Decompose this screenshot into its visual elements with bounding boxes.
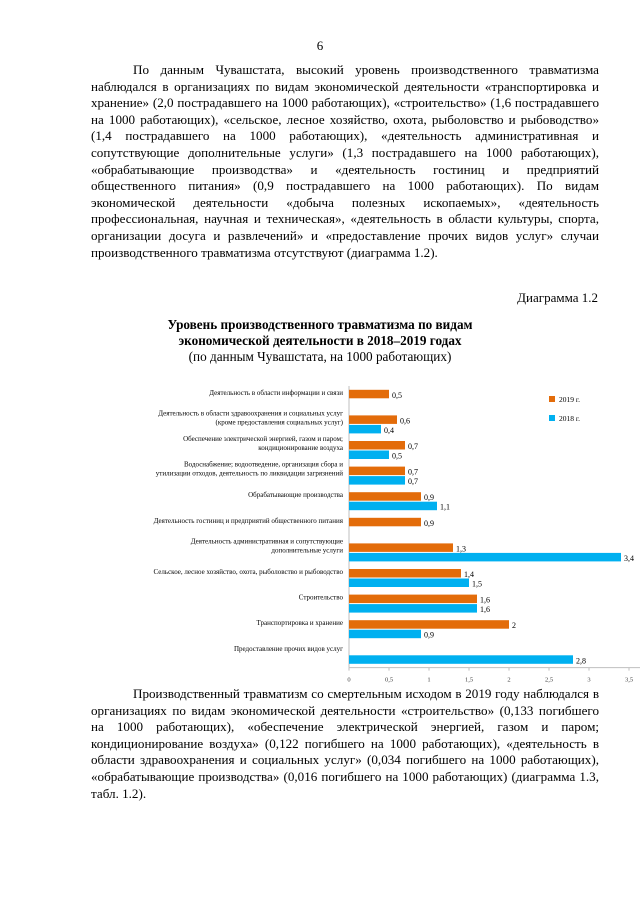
legend-label-2019: 2019 г. bbox=[559, 395, 580, 404]
page-number: 6 bbox=[316, 38, 324, 53]
category-label: дополнительные услуги bbox=[271, 546, 343, 555]
data-label-2018: 3,4 bbox=[624, 553, 634, 563]
x-tick-label: 2,5 bbox=[544, 676, 554, 684]
x-tick-label: 3 bbox=[587, 676, 591, 684]
category-label: Деятельность административная и сопутствующие bbox=[190, 537, 343, 546]
x-tick-label: 3,5 bbox=[624, 676, 634, 684]
bar-2019 bbox=[349, 492, 421, 501]
data-label-2018: 1,5 bbox=[472, 579, 482, 589]
bar-2019 bbox=[349, 467, 405, 476]
data-label-2019: 1,4 bbox=[464, 570, 474, 579]
legend-swatch-2018 bbox=[549, 415, 555, 421]
bar-2019 bbox=[349, 390, 389, 399]
category-label: Обрабатывающие производства bbox=[248, 491, 343, 500]
bar-2019 bbox=[349, 543, 453, 552]
bar-2018 bbox=[349, 630, 421, 639]
data-label-2018: 0,5 bbox=[392, 451, 402, 461]
data-label-2018: 2,8 bbox=[576, 656, 586, 666]
category-label: кондиционирование воздуха bbox=[258, 444, 343, 452]
bar-2019 bbox=[349, 415, 397, 424]
bar-2018 bbox=[349, 604, 477, 613]
bar-2019 bbox=[349, 620, 509, 629]
category-label: Обеспечение электрической энергией, газом и паром; bbox=[183, 435, 343, 443]
category-label: Сельское, лесное хозяйство, охота, рыболовство и рыбоводство bbox=[153, 568, 343, 576]
bar-2018 bbox=[349, 579, 469, 588]
data-label-2018: 0,9 bbox=[424, 630, 434, 640]
data-label-2019: 2 bbox=[512, 621, 516, 631]
data-label-2019: 1,6 bbox=[480, 595, 490, 605]
paragraph-injury-rate: По данным Чувашстата, высокий уровень производственного травматизма наблюдался в организациях по видам экономической деятельности «транспортировка и хранение» (2,0 пострадавшего на 1000 работающих), «строительство» (1,6 пострадавшего на 1000 работающих), «сельское, лесное хозяйство, охота, рыболовство и рыбоводство» (1,4 пострадавшего на 1000 работающих), «деятельность административная и сопутствующие дополнительные услуги» (1,3 пострадавшего на 1000 работающих), «обрабатывающие производства» и «деятельность гостиниц и предприятий общественного питания» (0,9 пострадавшего на 1000 работающих). По видам экономической деятельности «добыча полезных ископаемых», «деятельность профессиональная, научная и техническая», «деятельность в области культуры, спорта, организации досуга и развлечений» и «предоставление прочих видов услуг» случаи производственного травматизма отсутствуют (диаграмма 1.2). bbox=[91, 62, 599, 260]
bar-2019 bbox=[349, 518, 421, 527]
data-label-2019: 0,7 bbox=[408, 442, 418, 451]
category-label: утилизации отходов, деятельность по ликвидации загрязнений bbox=[155, 469, 343, 478]
bar-chart bbox=[60, 380, 634, 685]
category-label: Транспортировка и хранение bbox=[256, 619, 343, 628]
category-label: Водоснабжение; водоотведение, организация сбора и bbox=[184, 460, 343, 469]
category-label: Деятельность гостиниц и предприятий общественного питания bbox=[153, 516, 343, 525]
bar-2019 bbox=[349, 595, 477, 604]
paragraph-fatal-injuries: Производственный травматизм со смертельным исходом в 2019 году наблюдался в организациях по видам экономической деятельности «строительство» (0,133 погибшего на 1000 работающих), «обеспечение электрической энергией, газом и паром; кондиционирование воздуха» (0,122 погибшего на 1000 работающих), «деятельность в области здравоохранения и социальных услуг» (0,034 погибшего на 1000 работающих), «обрабатывающие производства» (0,016 погибшего на 1000 работающих) (диаграмма 1.3, табл. 1.2). bbox=[91, 686, 599, 801]
x-tick-label: 1 bbox=[427, 676, 431, 684]
chart-subtitle: (по данным Чувашстата, на 1000 работающих) bbox=[188, 349, 452, 364]
data-label-2018: 1,6 bbox=[480, 605, 490, 615]
data-label-2018: 0,4 bbox=[384, 425, 394, 435]
x-tick-label: 0,5 bbox=[384, 676, 394, 684]
data-label-2018: 1,1 bbox=[440, 502, 450, 512]
bar-2019 bbox=[349, 569, 461, 578]
bar-2018 bbox=[349, 553, 621, 562]
category-label: Деятельность в области информации и связи bbox=[209, 388, 343, 397]
bar-2018 bbox=[349, 476, 405, 485]
category-label: Деятельность в области здравоохранения и социальных услуг bbox=[158, 409, 343, 418]
data-label-2019: 1,3 bbox=[456, 544, 466, 554]
data-label-2019: 0,9 bbox=[424, 493, 434, 503]
data-label-2019: 0,6 bbox=[400, 416, 410, 426]
bar-2018 bbox=[349, 451, 389, 460]
category-label: Предоставление прочих видов услуг bbox=[233, 644, 343, 653]
data-label-2018: 0,7 bbox=[408, 477, 418, 487]
chart-title bbox=[0, 317, 640, 365]
data-label-2019: 0,7 bbox=[408, 467, 418, 477]
bar-2019 bbox=[349, 441, 405, 450]
legend-swatch-2019 bbox=[549, 396, 555, 402]
chart-title-line2: экономической деятельности в 2018–2019 годах bbox=[178, 333, 462, 348]
category-label: Строительство bbox=[298, 593, 343, 602]
chart-title-line1: Уровень производственного травматизма по видам bbox=[167, 317, 473, 332]
category-label: (кроме предоставления социальных услуг) bbox=[215, 418, 343, 427]
bar-2018 bbox=[349, 502, 437, 511]
data-label-2019: 0,9 bbox=[424, 518, 434, 528]
x-tick-label: 1,5 bbox=[464, 676, 474, 684]
legend-label-2018: 2018 г. bbox=[559, 414, 580, 423]
x-tick-label: 0 bbox=[347, 676, 351, 684]
bar-2018 bbox=[349, 655, 573, 664]
diagram-label: Диаграмма 1.2 bbox=[517, 290, 598, 305]
x-tick-label: 2 bbox=[507, 676, 511, 684]
data-label-2019: 0,5 bbox=[392, 390, 402, 400]
bar-2018 bbox=[349, 425, 381, 434]
